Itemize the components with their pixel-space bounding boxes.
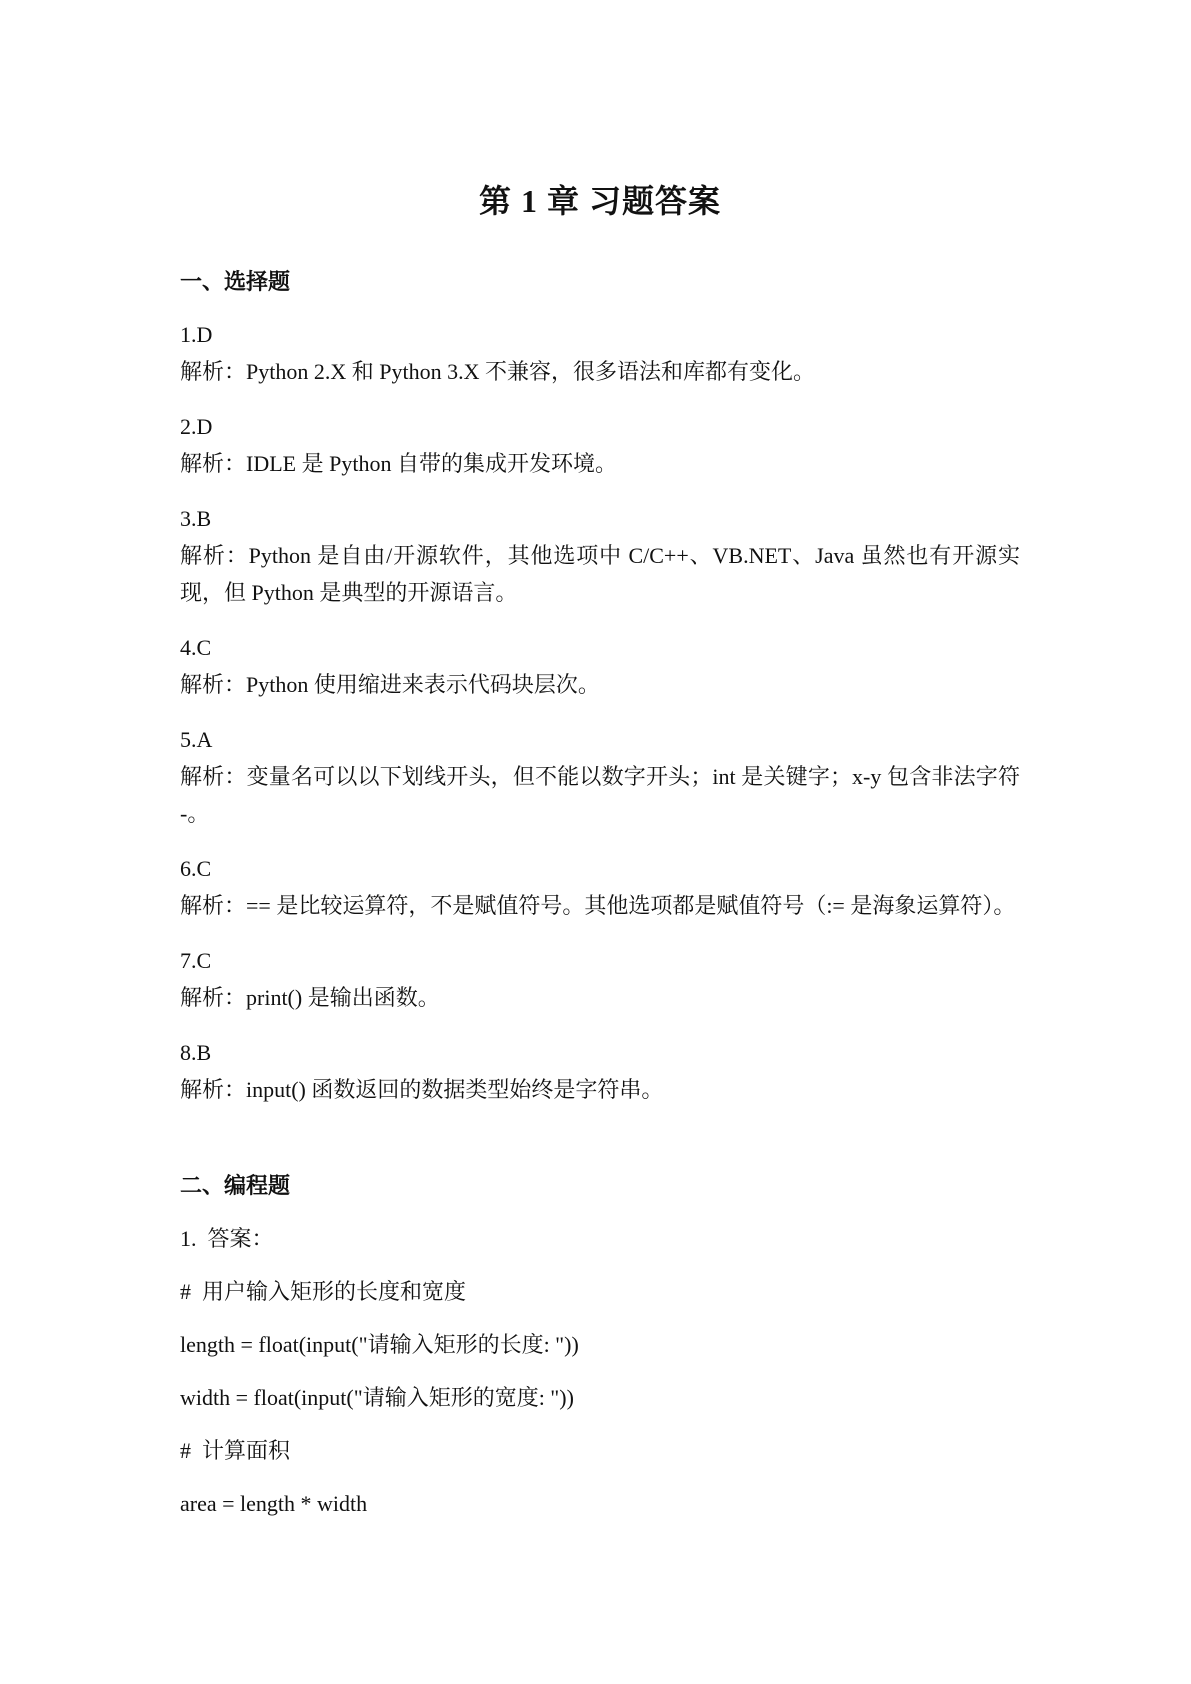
question-item (180, 721, 1020, 832)
code-comment-line: # 用户输入矩形的长度和宽度 (180, 1279, 467, 1304)
question-item (180, 316, 1020, 390)
code-line: length = float(input("请输入矩形的长度: ")) (180, 1332, 579, 1357)
answer-label: 8.B (180, 1040, 212, 1065)
section-heading-programming: 二、编程题 (180, 1173, 291, 1198)
code-line: area = length * width (180, 1491, 368, 1516)
answer-number-line: 1. 答案： (180, 1226, 274, 1251)
question-item (180, 850, 1020, 924)
question-item (180, 408, 1020, 482)
question-item (180, 500, 1020, 611)
document-page (180, 176, 1020, 1538)
answer-label: 4.C (180, 635, 212, 660)
analysis-text: 解析：IDLE 是 Python 自带的集成开发环境。 (180, 451, 617, 476)
code-comment-line: # 计算面积 (180, 1438, 291, 1463)
section-heading-choice: 一、选择题 (180, 269, 291, 294)
question-item (180, 942, 1020, 1016)
answer-label: 6.C (180, 856, 212, 881)
analysis-text: 解析：Python 2.X 和 Python 3.X 不兼容，很多语法和库都有变化。 (180, 359, 815, 384)
choice-question-list (180, 316, 1020, 1108)
analysis-text: 解析：input() 函数返回的数据类型始终是字符串。 (180, 1077, 664, 1102)
answer-label: 5.A (180, 727, 213, 752)
analysis-text: 解析：Python 是自由/开源软件，其他选项中 C/C++、VB.NET、Java 虽然也有开源实现，但 Python 是典型的开源语言。 (180, 543, 1020, 605)
analysis-text: 解析：变量名可以以下划线开头，但不能以数字开头；int 是关键字；x-y 包含非法字符 -。 (180, 764, 1020, 826)
answer-label: 3.B (180, 506, 212, 531)
question-item (180, 1034, 1020, 1108)
answer-label: 1.D (180, 322, 213, 347)
answer-label: 2.D (180, 414, 213, 439)
analysis-text: 解析：== 是比较运算符，不是赋值符号。其他选项都是赋值符号（:= 是海象运算符）。 (180, 893, 1016, 918)
programming-answer (180, 1220, 1020, 1522)
analysis-text: 解析：Python 使用缩进来表示代码块层次。 (180, 672, 600, 697)
analysis-text: 解析：print() 是输出函数。 (180, 985, 440, 1010)
page-title: 第 1 章 习题答案 (478, 183, 721, 219)
section-spacer (180, 1126, 1020, 1166)
question-item (180, 629, 1020, 703)
code-line: width = float(input("请输入矩形的宽度: ")) (180, 1385, 574, 1410)
answer-label: 7.C (180, 948, 212, 973)
